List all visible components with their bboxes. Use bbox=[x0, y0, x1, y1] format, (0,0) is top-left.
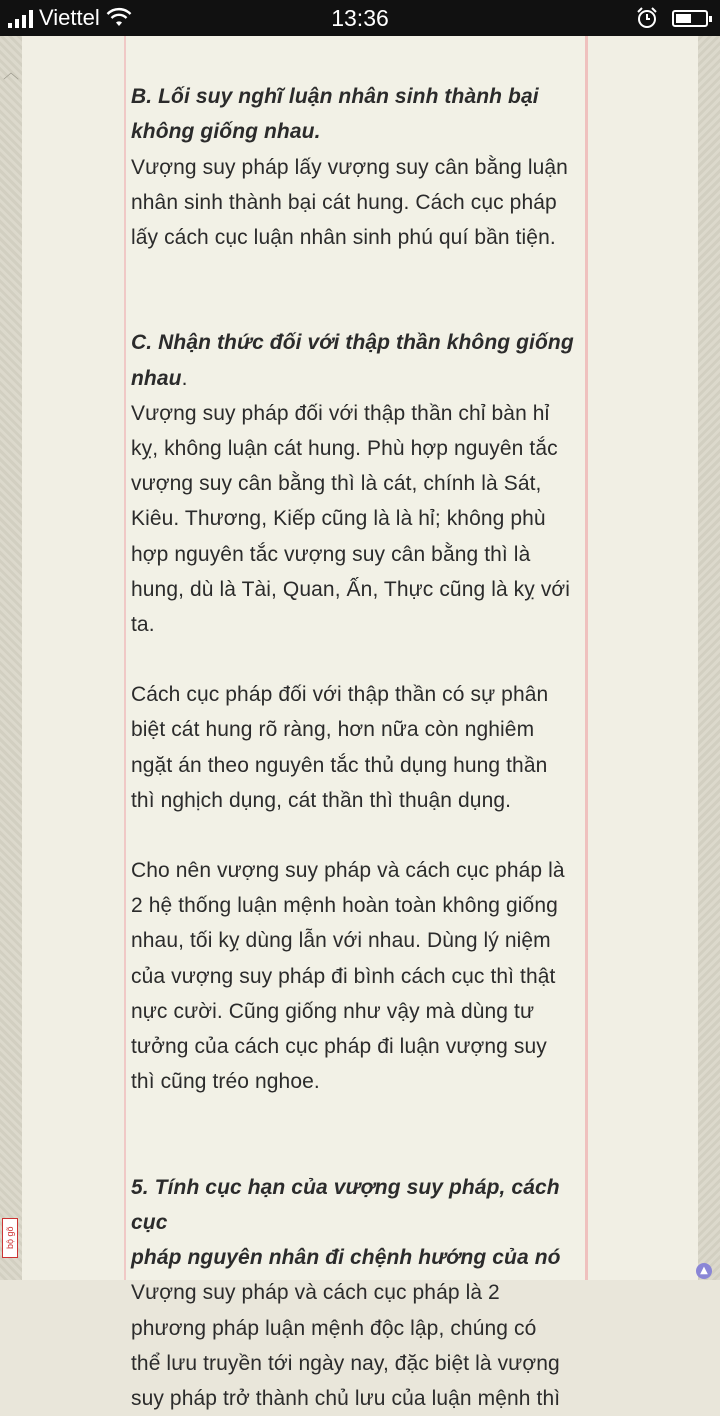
section-c-heading-tail: . bbox=[181, 366, 188, 390]
article-content bbox=[124, 36, 588, 1410]
alarm-icon bbox=[636, 7, 658, 29]
section-c-heading-text: C. Nhận thức đối với thập thần không giống nhau bbox=[131, 331, 574, 390]
battery-icon bbox=[672, 10, 708, 27]
section-b-body: Vượng suy pháp lấy vượng suy cân bằng luận nhân sinh thành bại cát hung. Cách cục pháp lấy cách cục luận nhân sinh phú quí bần tiện. bbox=[131, 155, 568, 250]
section-5-body: Vượng suy pháp và cách cục pháp là 2 phương pháp luận mệnh độc lập, chúng có thể lưu truyền tới ngày nay, đặc biệt là vượng suy pháp trở thành chủ lưu của luận mệnh thì bbox=[131, 1281, 561, 1410]
status-bar bbox=[0, 0, 720, 36]
paragraph-2: Cho nên vượng suy pháp và cách cục pháp là 2 hệ thống luận mệnh hoàn toàn không giống nhau, tối kỵ dùng lẫn với nhau. Dùng lý niệm của vượng suy pháp đi bình cách cục thì thật nực cười. Cũng giống như vậy mà dùng tư tưởng của cách cục pháp đi luận vượng suy thì cũng tréo nghoe. bbox=[131, 859, 565, 1094]
section-c-body: Vượng suy pháp đối với thập thần chỉ bàn hỉ kỵ, không luận cát hung. Phù hợp nguyên tắc vượng suy cân bằng thì là cát, chính là Sát, Kiêu. Thương, Kiếp cũng là là hỉ; không phù hợp nguyên tắc vượng suy cân bằng thì là hung, dù là Tài, Quan, Ấn, Thực cũng là kỵ với ta. bbox=[131, 401, 571, 637]
section-b bbox=[131, 44, 585, 255]
section-5 bbox=[131, 1134, 585, 1416]
status-right bbox=[636, 0, 708, 36]
input-method-tab[interactable]: bộ gõ bbox=[2, 1218, 18, 1258]
section-c bbox=[131, 290, 585, 642]
left-decorative-border bbox=[0, 36, 22, 1280]
left-margin bbox=[22, 36, 124, 1280]
chevron-up-icon[interactable]: ︿ bbox=[2, 63, 19, 82]
section-c-heading bbox=[131, 325, 585, 395]
right-margin bbox=[588, 36, 698, 1280]
battery-level bbox=[676, 14, 691, 23]
section-b-heading: B. Lối suy nghĩ luận nhân sinh thành bại không giống nhau. bbox=[131, 85, 539, 144]
paragraph-1: Cách cục pháp đối với thập thần có sự phân biệt cát hung rõ ràng, hơn nữa còn nghiêm ngặt án theo nguyên tắc thủ dụng hung thần thì nghịch dụng, cát thần thì thuận dụng. bbox=[131, 683, 549, 812]
section-5-heading: 5. Tính cục hạn của vượng suy pháp, cách cục pháp nguyên nhân đi chệnh hướng của nó bbox=[131, 1175, 561, 1270]
status-time: 13:36 bbox=[331, 5, 389, 31]
arrow-up-icon[interactable]: ▲ bbox=[696, 1263, 712, 1279]
carrier-name: Viettel bbox=[39, 5, 100, 30]
right-decorative-border bbox=[698, 36, 720, 1280]
